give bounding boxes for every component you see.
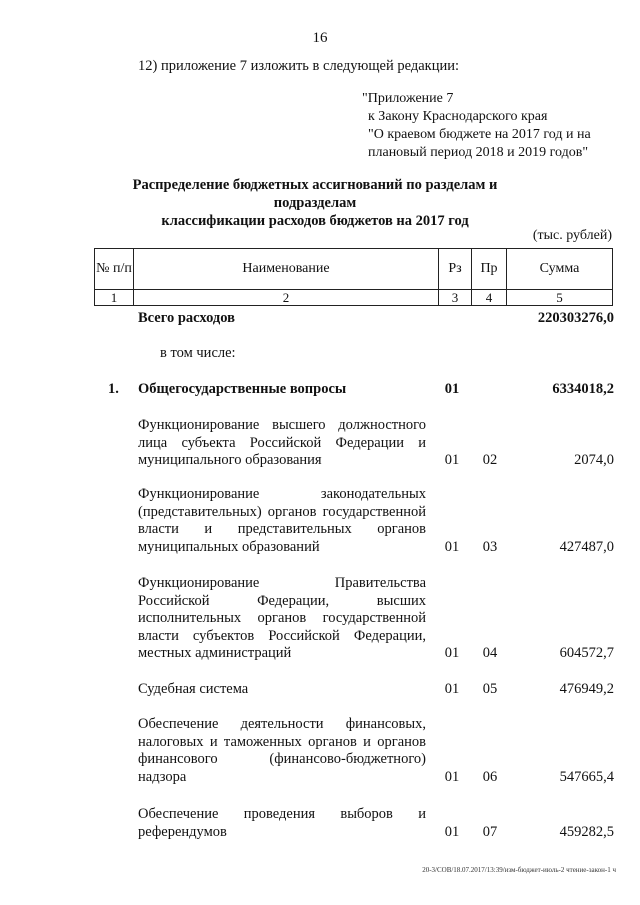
table-row-sum: 427487,0 — [559, 539, 614, 555]
table-row-sum: 604572,7 — [559, 645, 614, 661]
header-col-number: 2 — [134, 290, 439, 306]
table-row-sum: 476949,2 — [559, 681, 614, 697]
section-rz: 01 — [444, 381, 460, 397]
table-row-pr: 04 — [482, 645, 498, 661]
table-row-sum: 459282,5 — [559, 824, 614, 840]
including-label: в том числе: — [160, 345, 236, 361]
table-row-name: Обеспечение деятельности финансовых, налоговых и таможенных органов и органов финансового (финансово-бюджетного) надзора — [138, 716, 426, 785]
header-pr: Пр — [472, 249, 507, 290]
table-row-pr: 07 — [482, 824, 498, 840]
header-col-number: 3 — [439, 290, 472, 306]
intro-text: 12) приложение 7 изложить в следующей редакции: — [138, 58, 460, 74]
header-sum: Сумма — [507, 249, 613, 290]
table-row-name: Функционирование Правительства Российской Федерации, высших исполнительных органов государственной власти субъектов Российской Федерации, местных администраций — [138, 575, 426, 661]
table-row-pr: 02 — [482, 452, 498, 468]
table-row-rz: 01 — [444, 769, 460, 785]
document-title — [100, 176, 530, 230]
table-row-rz: 01 — [444, 681, 460, 697]
title-line: классификации расходов бюджетов на 2017 год — [161, 213, 469, 229]
header-num: № п/п — [95, 249, 134, 290]
total-sum: 220303276,0 — [537, 310, 614, 326]
table-header — [94, 248, 613, 306]
header-col-number: 1 — [95, 290, 134, 306]
table-row-sum: 547665,4 — [559, 769, 614, 785]
table-row-rz: 01 — [444, 645, 460, 661]
table-row-name: Функционирование высшего должностного лица субъекта Российской Федерации и муниципального образования — [138, 417, 426, 468]
units-label: (тыс. рублей) — [532, 228, 612, 243]
header-name: Наименование — [134, 249, 439, 290]
title-line: Распределение бюджетных ассигнований по разделам и подразделам — [132, 177, 498, 211]
table-row-rz: 01 — [444, 824, 460, 840]
table-row-name: Судебная система — [138, 681, 249, 697]
header-rz: Рз — [439, 249, 472, 290]
appendix-reference — [362, 90, 591, 162]
section-name: Общегосударственные вопросы — [138, 381, 347, 397]
appendix-line: к Закону Краснодарского края — [368, 109, 548, 124]
footer-file-path: 20-3/СОВ/18.07.2017/13:39/изм-бюджет-июль-2 чтение-закон-1 ч — [422, 866, 616, 874]
section-sum: 6334018,2 — [552, 381, 614, 397]
table-row-name: Функционирование законодательных (представительных) органов государственной власти и представительных органов муниципальных образований — [138, 486, 426, 555]
section-number: 1. — [108, 381, 119, 397]
header-col-number: 4 — [472, 290, 507, 306]
table-row-pr: 06 — [482, 769, 498, 785]
page-number: 16 — [312, 30, 328, 46]
header-col-number: 5 — [507, 290, 613, 306]
appendix-line: "Приложение 7 — [362, 91, 454, 106]
table-row-rz: 01 — [444, 452, 460, 468]
table-row-pr: 03 — [482, 539, 498, 555]
table-row-name: Обеспечение проведения выборов и референдумов — [138, 806, 426, 840]
appendix-line: "О краевом бюджете на 2017 год и на — [368, 127, 591, 142]
total-label: Всего расходов — [138, 310, 235, 326]
table-row-rz: 01 — [444, 539, 460, 555]
table-row-pr: 05 — [482, 681, 498, 697]
table-row-sum: 2074,0 — [574, 452, 614, 468]
appendix-line: плановый период 2018 и 2019 годов" — [368, 145, 589, 160]
